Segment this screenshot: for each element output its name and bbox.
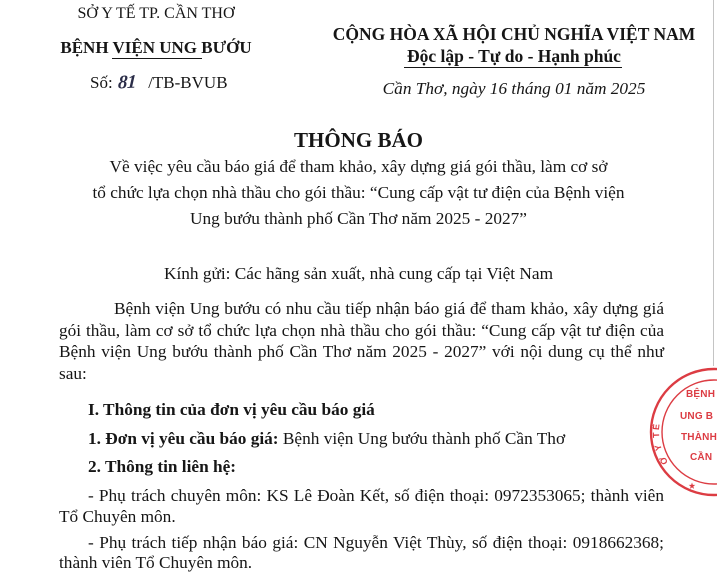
recipient-line: Kính gửi: Các hãng sản xuất, nhà cung cấp tại Việt Nam	[163, 264, 554, 283]
handwritten-document-number: 81	[117, 71, 137, 94]
document-number-suffix: /TB-BVUB	[148, 73, 228, 92]
issuing-organization: BỆNH VIỆN UNG BƯỚU	[60, 38, 252, 57]
stamp-line: UNG B	[680, 411, 714, 422]
stamp-line: THÀNH	[681, 432, 717, 443]
organization-underline	[112, 58, 202, 59]
requesting-unit-item	[88, 428, 565, 449]
contact-line: thành viên Tổ Chuyên môn.	[59, 553, 253, 572]
intro-line: gói thầu, làm cơ sở tổ chức lựa chọn nhà thầu cho gói thầu: “Cung cấp vật tư điện của	[59, 320, 664, 340]
intro-line: Bệnh viện Ung bướu có nhu cầu tiếp nhận báo giá để tham khảo, xây dựng giá	[114, 299, 664, 318]
document-number-prefix: Số:	[90, 73, 113, 92]
national-motto: Độc lập - Tự do - Hạnh phúc	[407, 46, 621, 66]
contact-line: - Phụ trách chuyên môn: KS Lê Đoàn Kết, số điện thoại: 0972353065; thành viên	[88, 486, 664, 505]
contact-line: Tổ Chuyên môn.	[59, 507, 176, 526]
stamp-arc-text-path: Ở Y TẾ	[650, 421, 670, 467]
contact-line: - Phụ trách tiếp nhận báo giá: CN Nguyễn Việt Thùy, số điện thoại: 0918662368;	[88, 533, 664, 552]
intro-line: sau:	[59, 364, 87, 384]
document-number	[90, 73, 228, 93]
intro-line: Bệnh viện Ung bướu thành phố Cần Thơ năm 2025 - 2027” với nội dung cụ thể như	[59, 342, 664, 362]
official-red-stamp	[640, 362, 717, 498]
contact-item	[59, 533, 664, 573]
national-title: CỘNG HÒA XÃ HỘI CHỦ NGHĨA VIỆT NAM	[332, 24, 696, 44]
contact-info-heading: 2. Thông tin liên hệ:	[88, 457, 237, 476]
requesting-unit-label: 1. Đơn vị yêu cầu báo giá:	[88, 429, 279, 448]
stamp-line: CẦN	[690, 452, 713, 463]
stamp-arc-text	[651, 421, 670, 466]
requesting-unit-value: Bệnh viện Ung bướu thành phố Cần Thơ	[282, 429, 566, 448]
stamp-line: BỆNH	[686, 389, 716, 400]
section-heading: I. Thông tin của đơn vị yêu cầu báo giá	[88, 400, 375, 419]
stamp-star-icon	[689, 483, 696, 489]
subject-line: Ung bướu thành phố Cần Thơ năm 2025 - 2027”	[190, 209, 527, 228]
document-subject	[0, 154, 717, 232]
contact-item	[59, 485, 664, 527]
issuing-agency: SỞ Y TẾ TP. CẦN THƠ	[77, 5, 235, 22]
place-and-date: Cần Thơ, ngày 16 tháng 01 năm 2025	[382, 79, 646, 98]
subject-line: tổ chức lựa chọn nhà thầu cho gói thầu: “Cung cấp vật tư điện của Bệnh viện	[92, 183, 625, 202]
intro-paragraph	[59, 298, 664, 385]
subject-line: Về việc yêu cầu báo giá để tham khảo, xây dựng giá gói thầu, làm cơ sở	[109, 157, 608, 176]
motto-underline	[404, 67, 622, 68]
document-title: THÔNG BÁO	[294, 128, 423, 152]
